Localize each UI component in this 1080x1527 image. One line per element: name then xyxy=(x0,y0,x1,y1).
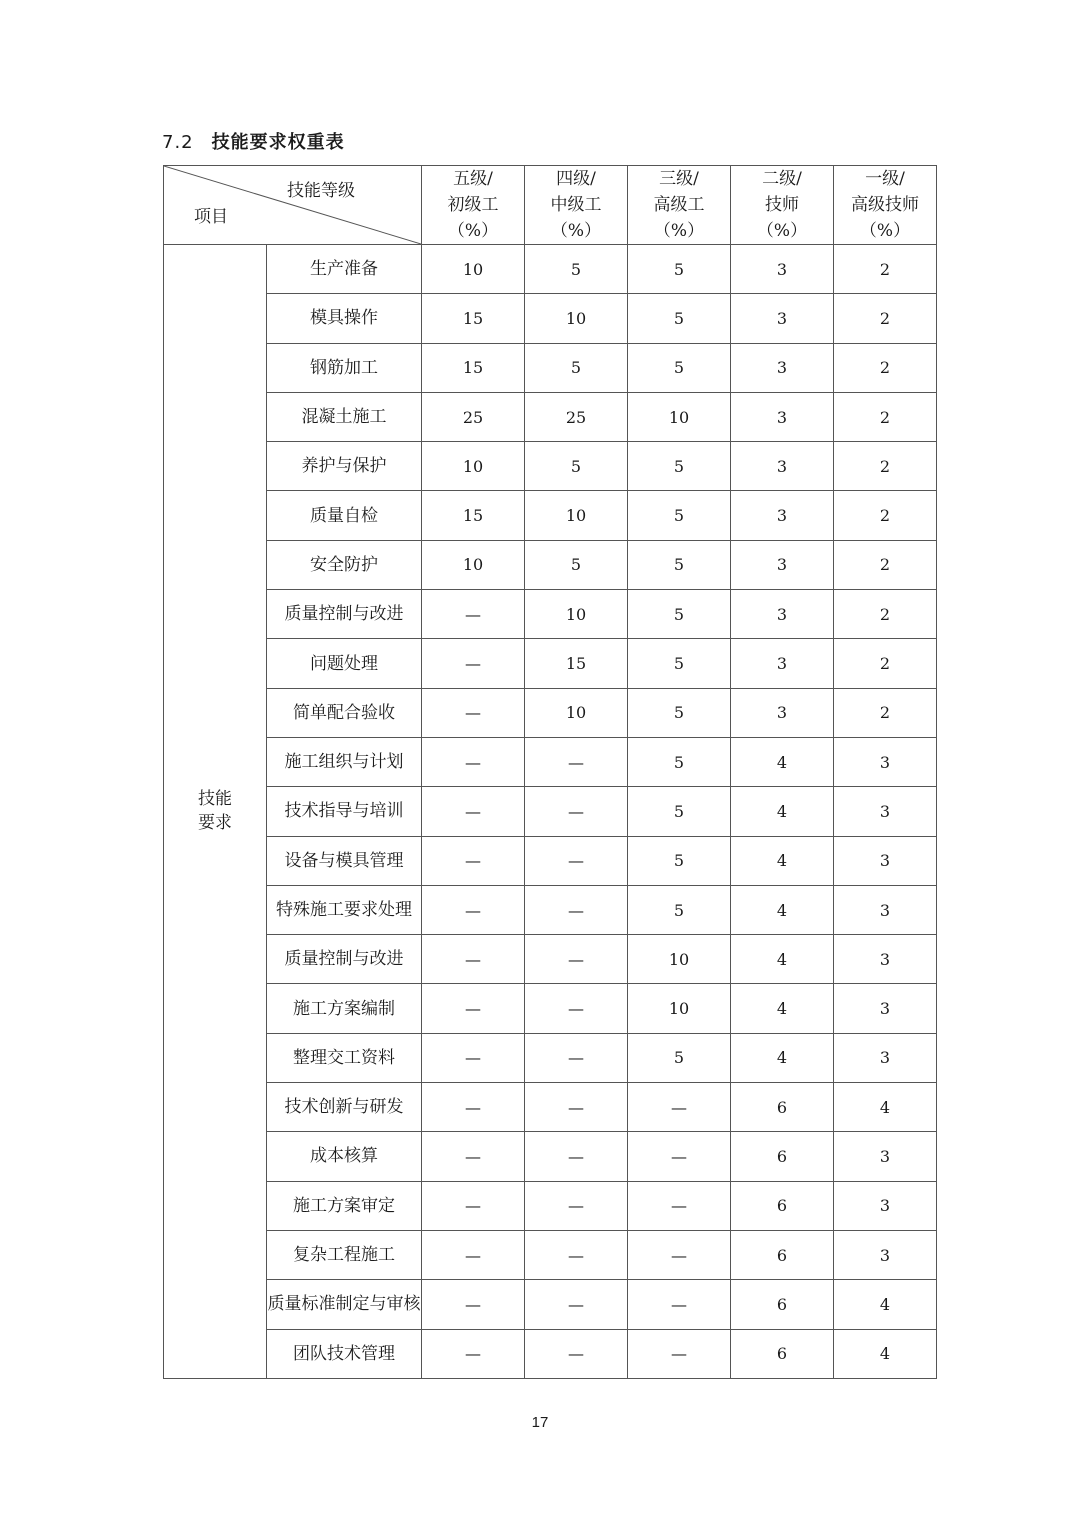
item-name-cell: 技术指导与培训 xyxy=(267,787,422,836)
table-row xyxy=(164,590,937,639)
weight-cell: 4 xyxy=(731,787,834,836)
table-row xyxy=(164,392,937,441)
item-name-cell: 施工组织与计划 xyxy=(267,737,422,786)
table-row xyxy=(164,935,937,984)
weight-cell: 5 xyxy=(628,787,731,836)
weight-cell: 5 xyxy=(628,343,731,392)
item-name-cell: 质量控制与改进 xyxy=(267,590,422,639)
weight-cell: 3 xyxy=(834,737,937,786)
skill-weight-table xyxy=(163,165,937,1379)
item-name-cell: 团队技术管理 xyxy=(267,1329,422,1378)
weight-cell: — xyxy=(422,885,525,934)
weight-cell: 2 xyxy=(834,540,937,589)
weight-cell: — xyxy=(422,1033,525,1082)
table-body xyxy=(164,245,937,1379)
weight-cell: — xyxy=(525,787,628,836)
table-row xyxy=(164,885,937,934)
level-header-5: 五级/ 初级工 （%） xyxy=(422,166,525,245)
weight-cell: 3 xyxy=(731,491,834,540)
item-name-cell: 养护与保护 xyxy=(267,442,422,491)
weight-cell: 5 xyxy=(628,1033,731,1082)
weight-cell: 15 xyxy=(422,294,525,343)
table-row xyxy=(164,1230,937,1279)
item-name-cell: 成本核算 xyxy=(267,1132,422,1181)
table-row xyxy=(164,688,937,737)
weight-cell: — xyxy=(422,1083,525,1132)
table-row xyxy=(164,442,937,491)
item-name-cell: 钢筋加工 xyxy=(267,343,422,392)
item-name-cell: 施工方案编制 xyxy=(267,984,422,1033)
category-label: 技能要求 xyxy=(198,789,232,834)
weight-cell: 3 xyxy=(834,787,937,836)
weight-cell: 4 xyxy=(731,737,834,786)
weight-cell: 10 xyxy=(525,294,628,343)
weight-cell: 3 xyxy=(834,1132,937,1181)
section-heading: 技能要求权重表 xyxy=(211,132,345,153)
weight-cell: — xyxy=(525,1083,628,1132)
table-row xyxy=(164,1329,937,1378)
item-name-cell: 复杂工程施工 xyxy=(267,1230,422,1279)
table-row xyxy=(164,639,937,688)
weight-cell: — xyxy=(525,1230,628,1279)
item-name-cell: 设备与模具管理 xyxy=(267,836,422,885)
weight-cell: — xyxy=(422,935,525,984)
diagonal-header-cell xyxy=(164,166,422,245)
item-name-cell: 生产准备 xyxy=(267,245,422,294)
weight-cell: — xyxy=(422,1329,525,1378)
item-name-cell: 混凝土施工 xyxy=(267,392,422,441)
weight-cell: 4 xyxy=(731,885,834,934)
weight-cell: 5 xyxy=(628,885,731,934)
weight-cell: 4 xyxy=(731,1033,834,1082)
item-name-cell: 问题处理 xyxy=(267,639,422,688)
weight-cell: 5 xyxy=(628,639,731,688)
weight-cell: 2 xyxy=(834,294,937,343)
weight-cell: 5 xyxy=(628,590,731,639)
weight-cell: 4 xyxy=(731,836,834,885)
weight-cell: 10 xyxy=(422,442,525,491)
weight-cell: — xyxy=(525,1329,628,1378)
weight-cell: 3 xyxy=(731,688,834,737)
weight-cell: 5 xyxy=(628,540,731,589)
weight-cell: 6 xyxy=(731,1083,834,1132)
weight-cell: 3 xyxy=(834,1181,937,1230)
weight-cell: 3 xyxy=(834,1033,937,1082)
project-label: 项目 xyxy=(194,207,228,227)
weight-cell: — xyxy=(422,688,525,737)
table-row xyxy=(164,1083,937,1132)
weight-cell: 6 xyxy=(731,1132,834,1181)
weight-cell: 5 xyxy=(628,442,731,491)
weight-cell: 15 xyxy=(525,639,628,688)
weight-cell: 10 xyxy=(422,245,525,294)
weight-cell: — xyxy=(525,885,628,934)
weight-cell: 3 xyxy=(834,1230,937,1279)
section-number: 7.2 xyxy=(162,132,194,153)
category-cell xyxy=(164,245,267,1379)
weight-cell: 6 xyxy=(731,1280,834,1329)
weight-cell: 2 xyxy=(834,491,937,540)
weight-cell: 5 xyxy=(628,688,731,737)
weight-cell: — xyxy=(422,984,525,1033)
weight-cell: 10 xyxy=(628,935,731,984)
table-header-row xyxy=(164,166,937,245)
item-name-cell: 质量标准制定与审核 xyxy=(267,1280,422,1329)
item-name-cell: 质量自检 xyxy=(267,491,422,540)
weight-cell: 2 xyxy=(834,392,937,441)
item-name-cell: 质量控制与改进 xyxy=(267,935,422,984)
weight-cell: 3 xyxy=(731,590,834,639)
weight-cell: 3 xyxy=(834,935,937,984)
table-row xyxy=(164,787,937,836)
table-row xyxy=(164,1132,937,1181)
weight-cell: — xyxy=(422,1181,525,1230)
item-name-cell: 模具操作 xyxy=(267,294,422,343)
weight-cell: 2 xyxy=(834,245,937,294)
weight-cell: — xyxy=(422,1132,525,1181)
weight-cell: 3 xyxy=(731,392,834,441)
weight-cell: 10 xyxy=(628,984,731,1033)
table-row xyxy=(164,984,937,1033)
weight-cell: 10 xyxy=(422,540,525,589)
table-row xyxy=(164,491,937,540)
weight-cell: 3 xyxy=(834,836,937,885)
weight-cell: 15 xyxy=(422,343,525,392)
weight-cell: — xyxy=(628,1083,731,1132)
weight-cell: 5 xyxy=(525,442,628,491)
weight-cell: 2 xyxy=(834,343,937,392)
weight-cell: 2 xyxy=(834,688,937,737)
weight-cell: 5 xyxy=(525,343,628,392)
weight-cell: — xyxy=(422,737,525,786)
weight-cell: 4 xyxy=(731,935,834,984)
weight-cell: — xyxy=(525,1181,628,1230)
weight-cell: — xyxy=(422,1280,525,1329)
weight-cell: 4 xyxy=(834,1329,937,1378)
weight-cell: 5 xyxy=(628,294,731,343)
weight-cell: 2 xyxy=(834,590,937,639)
table-row xyxy=(164,737,937,786)
weight-cell: 3 xyxy=(731,343,834,392)
weight-cell: — xyxy=(422,787,525,836)
weight-cell: 10 xyxy=(525,491,628,540)
weight-cell: 5 xyxy=(628,245,731,294)
weight-cell: — xyxy=(628,1132,731,1181)
weight-cell: — xyxy=(525,1132,628,1181)
weight-cell: 3 xyxy=(731,245,834,294)
table-row xyxy=(164,343,937,392)
table-row xyxy=(164,836,937,885)
weight-cell: — xyxy=(628,1230,731,1279)
weight-cell: — xyxy=(525,1033,628,1082)
weight-cell: 5 xyxy=(628,491,731,540)
weight-cell: 10 xyxy=(525,688,628,737)
section-title xyxy=(162,128,345,154)
weight-cell: — xyxy=(525,935,628,984)
weight-cell: 3 xyxy=(731,294,834,343)
page-number: 17 xyxy=(531,1414,549,1431)
weight-cell: — xyxy=(628,1280,731,1329)
item-name-cell: 安全防护 xyxy=(267,540,422,589)
weight-cell: — xyxy=(525,984,628,1033)
weight-cell: — xyxy=(422,590,525,639)
weight-cell: 3 xyxy=(731,442,834,491)
level-header-2: 二级/ 技师 （%） xyxy=(731,166,834,245)
weight-cell: 10 xyxy=(525,590,628,639)
skill-level-label: 技能等级 xyxy=(287,181,355,201)
weight-cell: 3 xyxy=(834,984,937,1033)
weight-cell: — xyxy=(525,836,628,885)
item-name-cell: 简单配合验收 xyxy=(267,688,422,737)
table-row xyxy=(164,1280,937,1329)
weight-cell: 6 xyxy=(731,1230,834,1279)
table-row xyxy=(164,1181,937,1230)
weight-cell: 3 xyxy=(731,639,834,688)
weight-cell: 15 xyxy=(422,491,525,540)
weight-cell: 5 xyxy=(525,245,628,294)
table-row xyxy=(164,294,937,343)
weight-cell: 4 xyxy=(731,984,834,1033)
item-name-cell: 技术创新与研发 xyxy=(267,1083,422,1132)
weight-cell: 25 xyxy=(422,392,525,441)
weight-cell: — xyxy=(628,1181,731,1230)
weight-cell: 6 xyxy=(731,1329,834,1378)
weight-cell: — xyxy=(525,737,628,786)
weight-cell: 2 xyxy=(834,639,937,688)
item-name-cell: 施工方案审定 xyxy=(267,1181,422,1230)
weight-cell: 3 xyxy=(731,540,834,589)
weight-cell: 5 xyxy=(628,836,731,885)
table-row xyxy=(164,245,937,294)
level-header-1: 一级/ 高级技师 （%） xyxy=(834,166,937,245)
weight-cell: 5 xyxy=(628,737,731,786)
weight-cell: 4 xyxy=(834,1083,937,1132)
weight-cell: 5 xyxy=(525,540,628,589)
weight-cell: 10 xyxy=(628,392,731,441)
weight-cell: 3 xyxy=(834,885,937,934)
weight-cell: — xyxy=(628,1329,731,1378)
table-row xyxy=(164,1033,937,1082)
weight-cell: 25 xyxy=(525,392,628,441)
item-name-cell: 特殊施工要求处理 xyxy=(267,885,422,934)
weight-cell: — xyxy=(422,836,525,885)
level-header-4: 四级/ 中级工 （%） xyxy=(525,166,628,245)
item-name-cell: 整理交工资料 xyxy=(267,1033,422,1082)
weight-cell: 6 xyxy=(731,1181,834,1230)
level-header-3: 三级/ 高级工 （%） xyxy=(628,166,731,245)
weight-cell: — xyxy=(422,1230,525,1279)
weight-cell: — xyxy=(525,1280,628,1329)
weight-cell: 2 xyxy=(834,442,937,491)
table-row xyxy=(164,540,937,589)
weight-cell: — xyxy=(422,639,525,688)
weight-cell: 4 xyxy=(834,1280,937,1329)
